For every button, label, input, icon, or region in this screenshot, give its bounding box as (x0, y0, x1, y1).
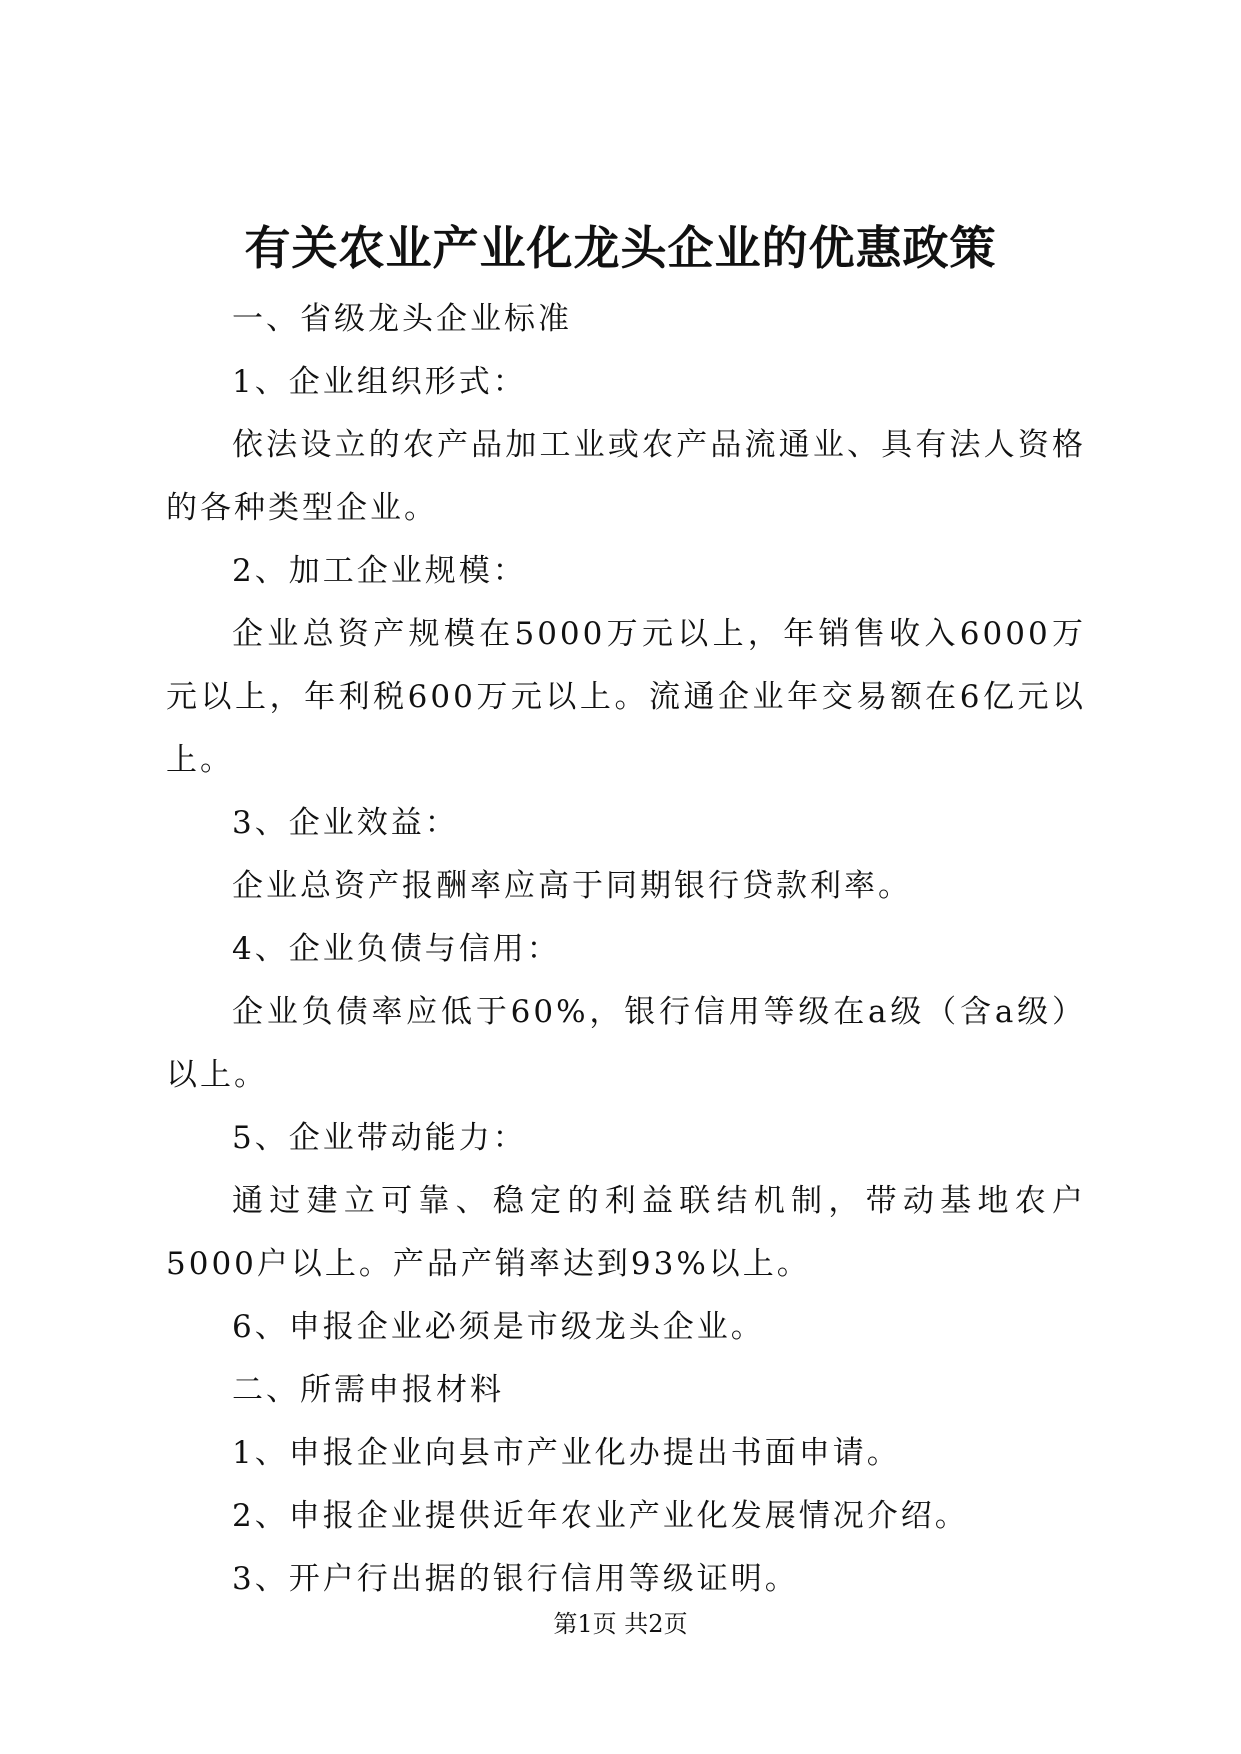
list-item: 2、申报企业提供近年农业产业化发展情况介绍。 (232, 1498, 969, 1534)
document-body (166, 288, 1086, 1611)
item-heading: 2、加工企业规模： (232, 553, 527, 589)
section-heading-2: 二、所需申报材料 (232, 1372, 504, 1408)
item-text: 企业总资产规模在5000万元以上，年销售收入6000万元以上，年利税600万元以上。流通企业年交易额在6亿元以上。 (166, 616, 1086, 778)
item-text: 依法设立的农产品加工业或农产品流通业、具有法人资格的各种类型企业。 (166, 427, 1086, 526)
list-item: 1、申报企业向县市产业化办提出书面申请。 (232, 1435, 901, 1471)
page-footer: 第1页 共2页 (553, 1610, 688, 1638)
item-heading: 6、申报企业必须是市级龙头企业。 (232, 1309, 765, 1345)
section-heading-1: 一、省级龙头企业标准 (232, 301, 572, 337)
list-item: 3、开户行出据的银行信用等级证明。 (232, 1561, 799, 1597)
item-text: 企业负债率应低于60%，银行信用等级在a级（含a级）以上。 (166, 994, 1086, 1093)
item-heading: 1、企业组织形式： (232, 364, 527, 400)
item-heading: 3、企业效益： (232, 805, 459, 841)
item-text: 通过建立可靠、稳定的利益联结机制，带动基地农户5000户以上。产品产销率达到93%以上。 (166, 1183, 1086, 1282)
item-heading: 5、企业带动能力： (232, 1120, 527, 1156)
item-heading: 4、企业负债与信用： (232, 931, 561, 967)
document-title: 有关农业产业化龙头企业的优惠政策 (244, 221, 997, 275)
item-text: 企业总资产报酬率应高于同期银行贷款利率。 (232, 868, 912, 904)
